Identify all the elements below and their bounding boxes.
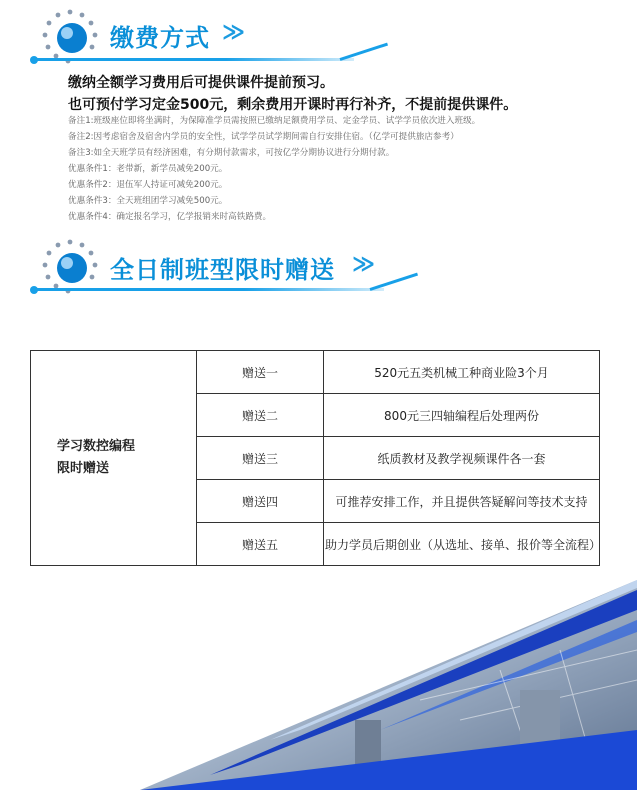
section-payment-title: 缴费方式 [110, 24, 210, 52]
gift-content: 助力学员后期创业（从选址、接单、报价等全流程） [324, 523, 600, 566]
section-underline [34, 58, 354, 61]
discount-2: 优惠条件2：退伍军人持证可减免200元。 [68, 180, 228, 190]
gift-name: 赠送二 [197, 394, 324, 437]
gift-name: 赠送一 [197, 351, 324, 394]
row-header-line-2: 限时赠送 [57, 461, 110, 476]
gift-content: 纸质教材及教学视频课件各一套 [324, 437, 600, 480]
section-underline-slant [340, 43, 388, 61]
cnc-machine-decoration [0, 580, 637, 790]
section-gift-title: 全日制班型限时赠送 [110, 256, 335, 284]
note-2: 备注2:因考虑宿舍及宿舍内学员的安全性，试学学员试学期间需自行安排住宿。（亿学可提供旅店参考） [68, 132, 459, 142]
payment-line-1: 缴纳全额学习费用后可提供课件提前预习。 [68, 75, 334, 91]
row-header-line-1: 学习数控编程 [57, 439, 136, 454]
dotted-circle-icon [42, 238, 98, 294]
note-1: 备注1:班级座位即将坐满时，为保障准学员需按照已缴纳足额费用学员、定金学员、试学学员依次进入班级。 [68, 116, 481, 126]
gift-content: 520元五类机械工种商业险3个月 [324, 351, 600, 394]
row-header [31, 351, 197, 566]
section-payment-header [0, 0, 637, 70]
gift-name: 赠送四 [197, 480, 324, 523]
dotted-circle-icon [42, 8, 98, 64]
gift-table [30, 350, 600, 566]
note-3: 备注3:如全天班学员有经济困难，有分期付款需求，可按亿学分期协议进行分期付款。 [68, 148, 395, 158]
gift-content: 可推荐安排工作，并且提供答疑解问等技术支持 [324, 480, 600, 523]
section-underline [34, 288, 384, 291]
section-underline-slant [370, 273, 418, 291]
discount-1: 优惠条件1：老带新，新学员减免200元。 [68, 164, 228, 174]
gift-name: 赠送五 [197, 523, 324, 566]
chevron-right-icon: ≫ [352, 252, 376, 277]
chevron-right-icon: ≫ [222, 20, 246, 45]
discount-4: 优惠条件4：确定报名学习，亿学报销来时高铁路费。 [68, 212, 272, 222]
gift-name: 赠送三 [197, 437, 324, 480]
discount-3: 优惠条件3：全天班组团学习减免500元。 [68, 196, 228, 206]
section-gift-header [0, 230, 637, 300]
table-row [31, 351, 600, 394]
payment-line-2: 也可预付学习定金500元，剩余费用开课时再行补齐，不提前提供课件。 [68, 97, 518, 113]
gift-content: 800元三四轴编程后处理两份 [324, 394, 600, 437]
